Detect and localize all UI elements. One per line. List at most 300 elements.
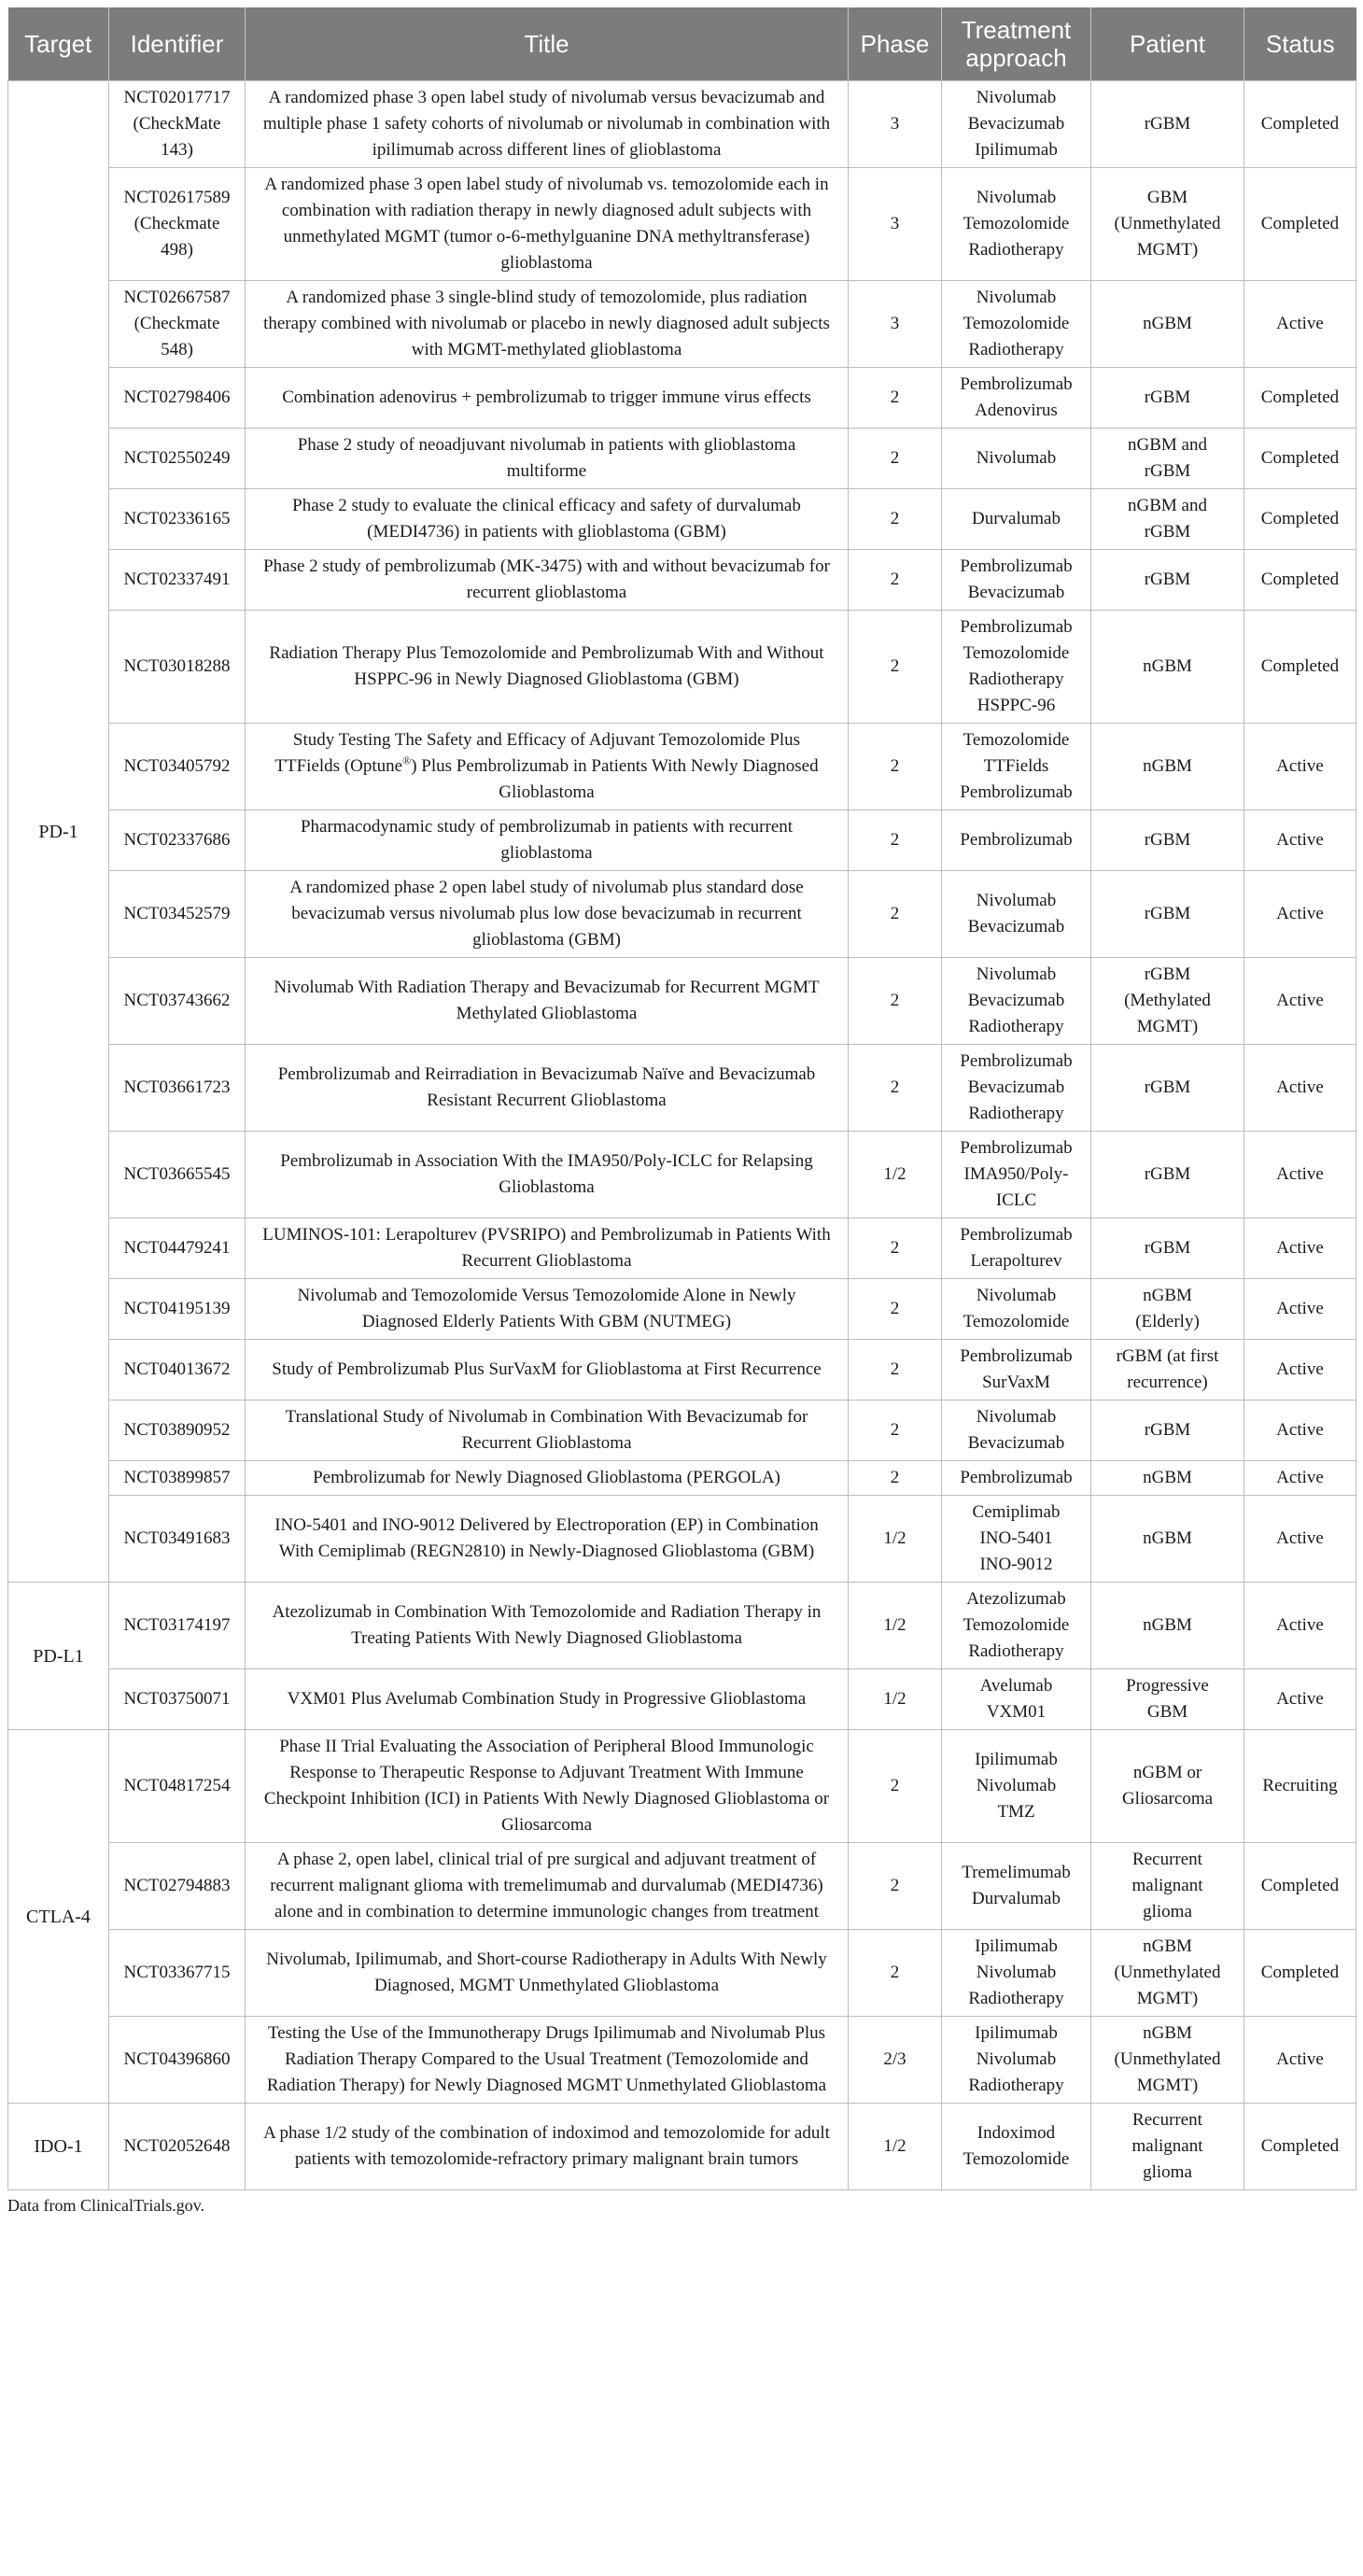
cell-identifier-line: NCT03174197 (123, 1615, 231, 1635)
cell-status: Completed (1244, 611, 1356, 724)
cell-treatment-line: Avelumab (979, 1676, 1053, 1696)
cell-patient-line: (Unmethylated (1114, 1963, 1221, 1982)
cell-treatment-line: Radiotherapy (968, 340, 1064, 359)
cell-treatment-line: VXM01 (986, 1702, 1047, 1722)
cell-treatment-line: Temozolomide (963, 1615, 1070, 1635)
cell-patient-line: nGBM (1143, 1468, 1192, 1487)
cell-identifier-line: NCT03018288 (123, 656, 231, 676)
cell-treatment-line: Nivolumab (976, 88, 1057, 107)
cell-phase: 2 (849, 1218, 942, 1279)
cell-patient-line: nGBM (1143, 756, 1192, 776)
cell-phase: 2 (849, 810, 942, 871)
cell-phase: 2 (849, 1843, 942, 1930)
table-row (8, 2017, 1356, 2104)
cell-treatment (942, 2017, 1091, 2104)
cell-treatment-line: Radiotherapy (968, 240, 1064, 260)
cell-treatment (942, 1843, 1091, 1930)
cell-target: PD-L1 (8, 1583, 109, 1730)
cell-title: Nivolumab With Radiation Therapy and Bevacizumab for Recurrent MGMT Methylated Glioblastoma (246, 958, 849, 1045)
cell-patient-line: GBM (1146, 188, 1188, 207)
cell-patient-line: Recurrent (1132, 1850, 1202, 1869)
cell-identifier (109, 168, 246, 281)
cell-treatment (942, 489, 1091, 550)
cell-treatment-line: Bevacizumab (967, 1433, 1065, 1453)
cell-treatment-line: Temozolomide (963, 1312, 1070, 1331)
cell-patient-line: (Unmethylated (1114, 214, 1221, 233)
cell-identifier (109, 81, 246, 168)
cell-phase: 2 (849, 1930, 942, 2017)
cell-treatment-line: Radiotherapy (968, 1641, 1064, 1661)
cell-title: Pembrolizumab in Association With the IMA950/Poly-ICLC for Relapsing Glioblastoma (246, 1132, 849, 1218)
cell-patient (1091, 1930, 1244, 2017)
table-row (8, 281, 1356, 368)
cell-treatment-line: Pembrolizumab (960, 374, 1073, 394)
cell-identifier-line: NCT03743662 (123, 991, 231, 1010)
cell-treatment (942, 2104, 1091, 2190)
cell-treatment (942, 281, 1091, 368)
cell-status: Active (1244, 1496, 1356, 1583)
cell-phase: 2 (849, 1279, 942, 1340)
cell-treatment-line: Pembrolizumab (960, 830, 1073, 850)
cell-title: Phase 2 study of neoadjuvant nivolumab in patients with glioblastoma multiforme (246, 429, 849, 489)
cell-patient-line: rGBM (1144, 1238, 1191, 1258)
cell-patient-line: rGBM (1144, 904, 1191, 923)
cell-target: IDO-1 (8, 2104, 109, 2190)
cell-treatment-line: Adenovirus (975, 401, 1058, 420)
cell-treatment-line: Radiotherapy (968, 2076, 1064, 2095)
cell-treatment-line: Ipilimumab (975, 1750, 1058, 1769)
cell-patient-line: nGBM (1143, 1936, 1192, 1956)
cell-patient (1091, 1279, 1244, 1340)
cell-patient (1091, 1340, 1244, 1401)
cell-patient-line: MGMT) (1136, 240, 1199, 260)
cell-treatment-line: Temozolomide (963, 730, 1070, 750)
cell-identifier-line: NCT02337491 (123, 570, 231, 589)
cell-identifier (109, 810, 246, 871)
cell-treatment (942, 1132, 1091, 1218)
cell-status: Recruiting (1244, 1730, 1356, 1843)
cell-treatment-line: ICLC (995, 1190, 1037, 1210)
cell-treatment (942, 1218, 1091, 1279)
cell-treatment-line: Pembrolizumab (960, 556, 1073, 576)
cell-treatment (942, 724, 1091, 810)
cell-patient-line: glioma (1143, 1902, 1192, 1921)
header-treatment-approach: Treatment approach (942, 7, 1091, 81)
table-row (8, 611, 1356, 724)
cell-patient (1091, 1132, 1244, 1218)
cell-status: Completed (1244, 550, 1356, 611)
cell-phase: 2 (849, 1730, 942, 1843)
cell-identifier-line: NCT03750071 (123, 1689, 231, 1709)
cell-treatment-line: Nivolumab (976, 891, 1057, 910)
cell-phase: 2 (849, 611, 942, 724)
cell-treatment-line: Bevacizumab (967, 1077, 1065, 1097)
cell-treatment-line: Pembrolizumab (960, 1468, 1073, 1487)
cell-treatment-line: Nivolumab (976, 2049, 1057, 2069)
cell-identifier (109, 958, 246, 1045)
cell-treatment (942, 1340, 1091, 1401)
cell-title: Testing the Use of the Immunotherapy Drugs Ipilimumab and Nivolumab Plus Radiation Therapy Compared to the Usual Treatment (Temozolomide and Radiation Therapy) for Newly Diagnosed MGMT Unmethylated Glioblastoma (246, 2017, 849, 2104)
cell-treatment-line: Bevacizumab (967, 991, 1065, 1010)
cell-patient (1091, 429, 1244, 489)
table-row (8, 1669, 1356, 1730)
table-row (8, 810, 1356, 871)
cell-identifier-line: NCT03452579 (123, 904, 231, 923)
cell-identifier (109, 1496, 246, 1583)
clinical-trials-table (7, 7, 1356, 2190)
table-body (8, 81, 1356, 2190)
cell-status: Active (1244, 724, 1356, 810)
cell-identifier (109, 368, 246, 429)
cell-patient (1091, 2017, 1244, 2104)
table-row (8, 1930, 1356, 2017)
cell-identifier (109, 1401, 246, 1461)
header-row (8, 7, 1356, 81)
cell-phase: 2 (849, 489, 942, 550)
cell-treatment-line: Radiotherapy (968, 1989, 1064, 2008)
cell-treatment-line: Pembrolizumab (960, 1138, 1073, 1158)
cell-patient (1091, 81, 1244, 168)
cell-treatment (942, 958, 1091, 1045)
cell-title: Translational Study of Nivolumab in Combination With Bevacizumab for Recurrent Glioblastoma (246, 1401, 849, 1461)
cell-target: PD-1 (8, 81, 109, 1583)
cell-treatment (942, 550, 1091, 611)
table-row (8, 1583, 1356, 1669)
cell-title: A phase 2, open label, clinical trial of pre surgical and adjuvant treatment of recurrent malignant glioma with tremelimumab and durvalumab (MEDI4736) alone and in combination to determine immunologic changes from treatment (246, 1843, 849, 1930)
cell-treatment-line: Temozolomide (963, 314, 1070, 333)
cell-patient (1091, 611, 1244, 724)
cell-treatment-line: Ipilimumab (975, 2023, 1058, 2043)
cell-phase: 2 (849, 724, 942, 810)
registered-mark: ® (402, 753, 412, 767)
cell-identifier (109, 611, 246, 724)
cell-identifier (109, 1843, 246, 1930)
cell-patient-line: rGBM (at first (1116, 1346, 1219, 1366)
cell-status: Completed (1244, 429, 1356, 489)
cell-patient-line: MGMT) (1136, 2076, 1199, 2095)
cell-treatment-line: HSPPC-96 (977, 696, 1056, 715)
cell-identifier-line: NCT03661723 (123, 1077, 231, 1097)
cell-patient-line: MGMT) (1136, 1017, 1199, 1036)
cell-identifier-line: 498) (161, 240, 193, 260)
cell-phase: 2 (849, 871, 942, 958)
cell-identifier-line: NCT02794883 (123, 1876, 231, 1895)
cell-identifier-line: NCT03367715 (123, 1963, 231, 1982)
cell-patient (1091, 281, 1244, 368)
cell-patient-line: nGBM (1143, 1286, 1192, 1305)
cell-treatment-line: Nivolumab (976, 188, 1057, 207)
cell-phase: 2 (849, 550, 942, 611)
cell-treatment-line: Bevacizumab (967, 917, 1065, 936)
cell-patient-line: MGMT) (1136, 1989, 1199, 2008)
cell-treatment (942, 871, 1091, 958)
cell-patient-line: (Unmethylated (1114, 2049, 1221, 2069)
cell-phase: 2 (849, 368, 942, 429)
cell-identifier-line: NCT02617589 (123, 188, 231, 207)
cell-treatment-line: Pembrolizumab (960, 1225, 1073, 1245)
table-row (8, 1496, 1356, 1583)
cell-phase: 2 (849, 1401, 942, 1461)
cell-patient-line: nGBM (1143, 1615, 1192, 1635)
header-phase: Phase (849, 7, 942, 81)
cell-identifier-line: NCT03890952 (123, 1420, 231, 1440)
cell-treatment (942, 1583, 1091, 1669)
cell-treatment-line: Atezolizumab (966, 1589, 1066, 1609)
cell-phase: 2/3 (849, 2017, 942, 2104)
cell-title: Study of Pembrolizumab Plus SurVaxM for Glioblastoma at First Recurrence (246, 1340, 849, 1401)
table-row (8, 724, 1356, 810)
cell-phase: 2 (849, 1045, 942, 1132)
cell-treatment-line: TMZ (997, 1802, 1035, 1822)
cell-phase: 2 (849, 1461, 942, 1496)
cell-identifier (109, 429, 246, 489)
cell-patient-line: recurrence) (1127, 1372, 1208, 1392)
cell-status: Active (1244, 1401, 1356, 1461)
cell-patient (1091, 1730, 1244, 1843)
cell-patient (1091, 168, 1244, 281)
cell-title: A phase 1/2 study of the combination of indoximod and temozolomide for adult patients with temozolomide-refractory primary malignant brain tumors (246, 2104, 849, 2190)
cell-patient (1091, 2104, 1244, 2190)
cell-status: Completed (1244, 489, 1356, 550)
cell-patient-line: nGBM (1143, 656, 1192, 676)
header-title: Title (246, 7, 849, 81)
cell-identifier (109, 1730, 246, 1843)
cell-phase: 1/2 (849, 1583, 942, 1669)
cell-patient (1091, 871, 1244, 958)
cell-treatment-line: Bevacizumab (967, 583, 1065, 602)
cell-treatment-line: Nivolumab (976, 1776, 1057, 1795)
cell-patient-line: nGBM (1143, 314, 1192, 333)
cell-patient-line: malignant (1131, 1876, 1203, 1895)
cell-treatment-line: Pembrolizumab (960, 1346, 1073, 1366)
cell-treatment-line: Pembrolizumab (960, 1051, 1073, 1071)
cell-patient (1091, 1045, 1244, 1132)
cell-title: Radiation Therapy Plus Temozolomide and Pembrolizumab With and Without HSPPC-96 in Newly Diagnosed Glioblastoma (GBM) (246, 611, 849, 724)
cell-identifier-line: NCT02017717 (123, 88, 231, 107)
cell-title: Phase 2 study of pembrolizumab (MK-3475) with and without bevacizumab for recurrent glioblastoma (246, 550, 849, 611)
cell-identifier (109, 550, 246, 611)
cell-patient (1091, 1218, 1244, 1279)
cell-identifier-line: NCT03405792 (123, 756, 231, 776)
cell-identifier-line: NCT02336165 (123, 509, 231, 528)
cell-title: A randomized phase 3 open label study of nivolumab versus bevacizumab and multiple phase 1 safety cohorts of nivolumab or nivolumab in combination with ipilimumab across different lines of glioblastoma (246, 81, 849, 168)
cell-status: Active (1244, 1669, 1356, 1730)
cell-title: Phase II Trial Evaluating the Association of Peripheral Blood Immunologic Response to Therapeutic Response to Adjuvant Treatment With Immune Checkpoint Inhibition (ICI) in Patients With Newly Diagnosed Glioblastoma or Gliosarcoma (246, 1730, 849, 1843)
table-row (8, 81, 1356, 168)
cell-treatment (942, 1401, 1091, 1461)
cell-patient-line: glioma (1143, 2162, 1192, 2182)
cell-patient-line: rGBM (1144, 830, 1191, 850)
cell-treatment (942, 1461, 1091, 1496)
table-row (8, 1843, 1356, 1930)
header-target: Target (8, 7, 109, 81)
cell-patient (1091, 724, 1244, 810)
table-container (7, 7, 1356, 2216)
cell-identifier (109, 1461, 246, 1496)
cell-phase: 3 (849, 168, 942, 281)
cell-patient-line: rGBM (1144, 522, 1191, 542)
cell-phase: 1/2 (849, 2104, 942, 2190)
cell-treatment (942, 429, 1091, 489)
cell-patient-line: nGBM and (1128, 435, 1207, 455)
cell-phase: 1/2 (849, 1132, 942, 1218)
cell-treatment-line: Tremelimumab (962, 1863, 1071, 1882)
table-row (8, 368, 1356, 429)
cell-title: Phase 2 study to evaluate the clinical efficacy and safety of durvalumab (MEDI4736) in patients with glioblastoma (GBM) (246, 489, 849, 550)
cell-patient-line: malignant (1131, 2136, 1203, 2156)
table-header (8, 7, 1356, 81)
cell-treatment-line: Temozolomide (963, 643, 1070, 663)
cell-identifier-line: 548) (161, 340, 193, 359)
cell-patient (1091, 368, 1244, 429)
cell-title: Pembrolizumab and Reirradiation in Bevacizumab Naïve and Bevacizumab Resistant Recurrent Glioblastoma (246, 1045, 849, 1132)
cell-phase: 1/2 (849, 1669, 942, 1730)
cell-treatment (942, 1045, 1091, 1132)
cell-treatment (942, 1279, 1091, 1340)
cell-patient (1091, 1496, 1244, 1583)
cell-identifier (109, 1930, 246, 2017)
cell-treatment (942, 1930, 1091, 2017)
cell-status: Completed (1244, 1930, 1356, 2017)
cell-identifier-line: (CheckMate (133, 114, 221, 134)
cell-treatment (942, 1496, 1091, 1583)
cell-identifier (109, 489, 246, 550)
cell-treatment-line: Ipilimumab (975, 1936, 1058, 1956)
cell-patient (1091, 810, 1244, 871)
table-row (8, 1132, 1356, 1218)
cell-patient-line: nGBM (1143, 1528, 1192, 1548)
cell-identifier-line: NCT03899857 (123, 1468, 231, 1487)
cell-treatment-line: IMA950/Poly- (963, 1164, 1069, 1184)
cell-status: Active (1244, 281, 1356, 368)
cell-patient (1091, 958, 1244, 1045)
cell-status: Active (1244, 1583, 1356, 1669)
cell-patient (1091, 1843, 1244, 1930)
table-row (8, 168, 1356, 281)
cell-status: Active (1244, 1132, 1356, 1218)
cell-treatment-line: Cemiplimab (972, 1502, 1061, 1522)
cell-phase: 2 (849, 429, 942, 489)
table-row (8, 1730, 1356, 1843)
cell-patient-line: rGBM (1144, 964, 1191, 984)
cell-treatment-line: Nivolumab (976, 448, 1057, 468)
cell-treatment-line: Durvalumab (972, 509, 1061, 528)
cell-patient-line: nGBM or (1132, 1763, 1202, 1782)
cell-treatment-line: INO-9012 (979, 1555, 1053, 1574)
cell-treatment-line: Durvalumab (972, 1889, 1061, 1908)
cell-patient-line: rGBM (1144, 1077, 1191, 1097)
cell-identifier-line: NCT04817254 (123, 1776, 231, 1795)
table-row (8, 489, 1356, 550)
cell-status: Active (1244, 2017, 1356, 2104)
table-row (8, 2104, 1356, 2190)
cell-status: Active (1244, 1461, 1356, 1496)
cell-identifier (109, 2104, 246, 2190)
cell-treatment-line: Nivolumab (976, 1286, 1057, 1305)
cell-status: Completed (1244, 2104, 1356, 2190)
cell-title: Nivolumab, Ipilimumab, and Short-course Radiotherapy in Adults With Newly Diagnosed, MGMT Unmethylated Glioblastoma (246, 1930, 849, 2017)
cell-title: Pharmacodynamic study of pembrolizumab in patients with recurrent glioblastoma (246, 810, 849, 871)
cell-target: CTLA-4 (8, 1730, 109, 2104)
cell-title: LUMINOS-101: Lerapolturev (PVSRIPO) and Pembrolizumab in Patients With Recurrent Glioblastoma (246, 1218, 849, 1279)
cell-patient-line: rGBM (1144, 387, 1191, 407)
cell-patient (1091, 489, 1244, 550)
cell-identifier-line: NCT02337686 (123, 830, 231, 850)
cell-identifier (109, 1583, 246, 1669)
cell-status: Completed (1244, 81, 1356, 168)
cell-patient-line: (Elderly) (1135, 1312, 1200, 1331)
cell-identifier (109, 1218, 246, 1279)
cell-identifier-line: NCT02052648 (123, 2136, 231, 2156)
cell-patient-line: (Methylated (1124, 991, 1211, 1010)
cell-treatment-line: Indoximod (977, 2123, 1056, 2143)
cell-patient-line: rGBM (1144, 461, 1191, 481)
cell-identifier (109, 1340, 246, 1401)
cell-treatment-line: Nivolumab (976, 1407, 1057, 1427)
cell-treatment-line: Radiotherapy (968, 1017, 1064, 1036)
header-patient: Patient (1091, 7, 1244, 81)
cell-treatment-line: TTFields (983, 756, 1049, 776)
cell-patient (1091, 1583, 1244, 1669)
cell-patient-line: rGBM (1144, 1420, 1191, 1440)
cell-phase: 2 (849, 1340, 942, 1401)
cell-treatment (942, 1730, 1091, 1843)
cell-treatment (942, 810, 1091, 871)
cell-identifier-line: NCT02550249 (123, 448, 231, 468)
cell-identifier (109, 871, 246, 958)
cell-patient (1091, 550, 1244, 611)
cell-identifier-line: NCT04013672 (123, 1359, 231, 1379)
cell-treatment-line: Lerapolturev (970, 1251, 1062, 1271)
cell-treatment-line: Radiotherapy (968, 1104, 1064, 1123)
cell-treatment-line: Nivolumab (976, 1963, 1057, 1982)
cell-identifier (109, 1132, 246, 1218)
cell-patient-line: nGBM and (1128, 496, 1207, 515)
cell-treatment-line: Radiotherapy (968, 669, 1064, 689)
cell-status: Active (1244, 958, 1356, 1045)
cell-title: Nivolumab and Temozolomide Versus Temozolomide Alone in Newly Diagnosed Elderly Patients With GBM (NUTMEG) (246, 1279, 849, 1340)
cell-status: Active (1244, 871, 1356, 958)
cell-patient-line: rGBM (1144, 570, 1191, 589)
cell-phase: 1/2 (849, 1496, 942, 1583)
cell-treatment-line: INO-5401 (979, 1528, 1053, 1548)
cell-treatment-line: Nivolumab (976, 288, 1057, 307)
cell-identifier-line: NCT04479241 (123, 1238, 231, 1258)
cell-title: A randomized phase 3 open label study of nivolumab vs. temozolomide each in combination with radiation therapy in newly diagnosed adult subjects with unmethylated MGMT (tumor o-6-methylguanine DNA methyltransferase) glioblastoma (246, 168, 849, 281)
cell-treatment-line: Temozolomide (963, 2149, 1070, 2169)
cell-treatment-line: SurVaxM (982, 1372, 1050, 1392)
cell-identifier (109, 724, 246, 810)
cell-title: A randomized phase 2 open label study of nivolumab plus standard dose bevacizumab versus nivolumab plus low dose bevacizumab in recurrent glioblastoma (GBM) (246, 871, 849, 958)
cell-treatment-line: Pembrolizumab (960, 782, 1073, 802)
cell-title: INO-5401 and INO-9012 Delivered by Electroporation (EP) in Combination With Cemiplimab (REGN2810) in Newly-Diagnosed Glioblastoma (GBM) (246, 1496, 849, 1583)
cell-patient-line: Progressive (1126, 1676, 1209, 1696)
cell-phase: 3 (849, 281, 942, 368)
header-status: Status (1244, 7, 1356, 81)
cell-patient-line: GBM (1146, 1702, 1188, 1722)
cell-identifier (109, 2017, 246, 2104)
cell-title: VXM01 Plus Avelumab Combination Study in Progressive Glioblastoma (246, 1669, 849, 1730)
cell-treatment (942, 81, 1091, 168)
cell-title: Combination adenovirus + pembrolizumab to trigger immune virus effects (246, 368, 849, 429)
cell-identifier (109, 1669, 246, 1730)
cell-title: A randomized phase 3 single-blind study of temozolomide, plus radiation therapy combined with nivolumab or placebo in newly diagnosed adult subjects with MGMT-methylated glioblastoma (246, 281, 849, 368)
cell-treatment-line: Pembrolizumab (960, 617, 1073, 637)
cell-status: Completed (1244, 1843, 1356, 1930)
cell-identifier-line: NCT02798406 (123, 387, 231, 407)
cell-title: Pembrolizumab for Newly Diagnosed Glioblastoma (PERGOLA) (246, 1461, 849, 1496)
cell-patient-line: nGBM (1143, 2023, 1192, 2043)
